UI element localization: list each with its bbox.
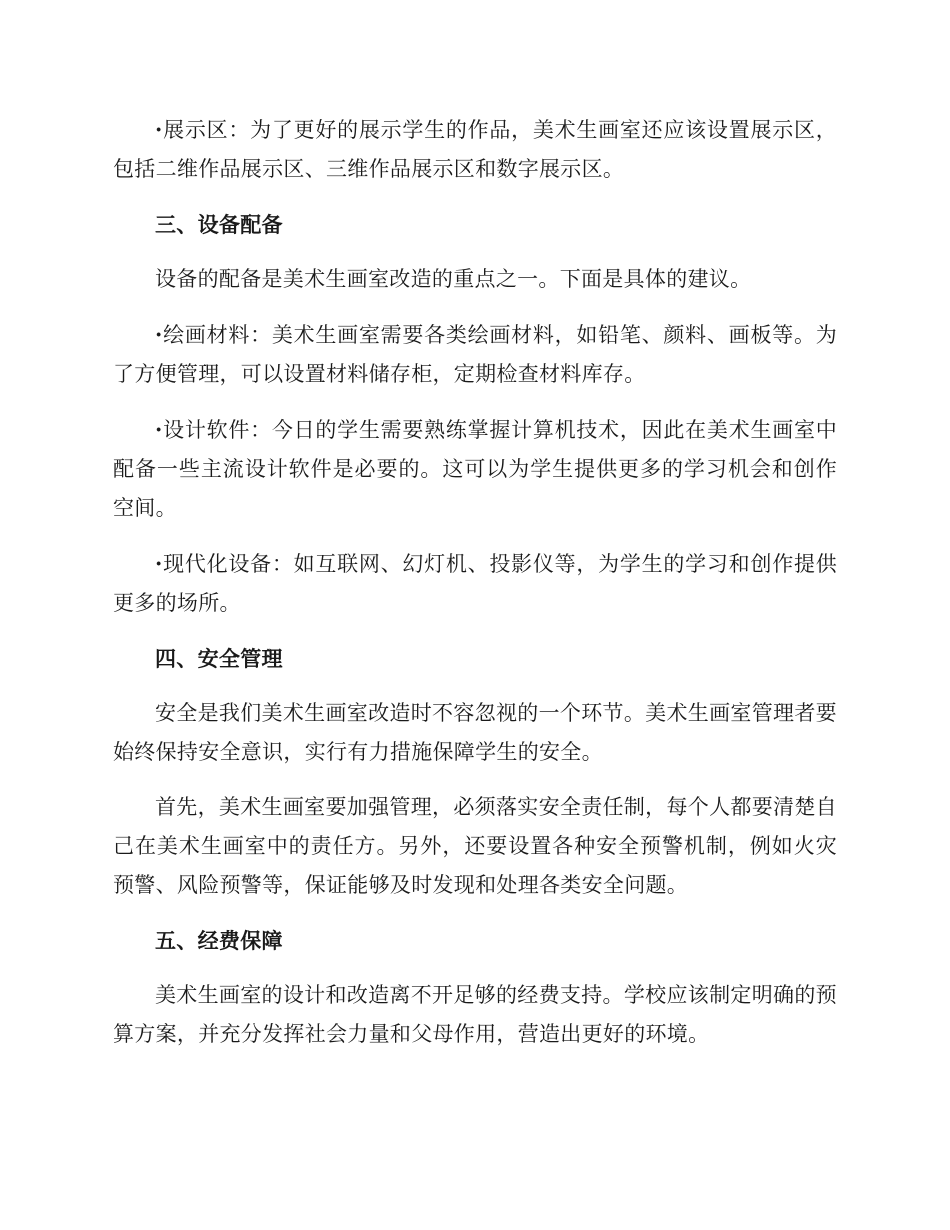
bullet-drawing-materials (113, 315, 837, 394)
bullet-text: 展示区：为了更好的展示学生的作品，美术生画室还应该设置展示区，包括二维作品展示区、三维作品展示区和数字展示区。 (113, 118, 837, 181)
bullet-text: 现代化设备：如互联网、幻灯机、投影仪等，为学生的学习和创作提供更多的场所。 (113, 552, 837, 615)
section-heading-funding: 五、经费保障 (155, 928, 283, 953)
bullet-dot: · (155, 417, 163, 442)
section-heading-safety: 四、安全管理 (155, 646, 283, 671)
section-heading-equipment: 三、设备配备 (155, 212, 283, 237)
bullet-dot: · (155, 322, 163, 347)
bullet-design-software (113, 410, 837, 528)
bullet-dot: · (155, 117, 163, 142)
bullet-text: 绘画材料：美术生画室需要各类绘画材料，如铅笔、颜料、画板等。为了方便管理，可以设置材料储存柜，定期检查材料库存。 (113, 323, 837, 386)
paragraph-safety-intro: 安全是我们美术生画室改造时不容忽视的一个环节。美术生画室管理者要始终保持安全意识，实行有力措施保障学生的安全。 (113, 701, 837, 764)
bullet-display-area (113, 110, 837, 189)
paragraph-safety-details: 首先，美术生画室要加强管理，必须落实安全责任制，每个人都要清楚自己在美术生画室中的责任方。另外，还要设置各种安全预警机制，例如火灾预警、风险预警等，保证能够及时发现和处理各类安全问题。 (113, 795, 837, 897)
bullet-dot: · (155, 551, 163, 576)
paragraph-equipment-intro: 设备的配备是美术生画室改造的重点之一。下面是具体的建议。 (155, 267, 752, 291)
bullet-text: 设计软件：今日的学生需要熟练掌握计算机技术，因此在美术生画室中配备一些主流设计软件是必要的。这可以为学生提供更多的学习机会和创作空间。 (113, 418, 837, 520)
document-body (113, 110, 837, 1070)
bullet-modern-equipment (113, 544, 837, 623)
paragraph-funding: 美术生画室的设计和改造离不开足够的经费支持。学校应该制定明确的预算方案，并充分发挥社会力量和父母作用，营造出更好的环境。 (113, 983, 837, 1046)
